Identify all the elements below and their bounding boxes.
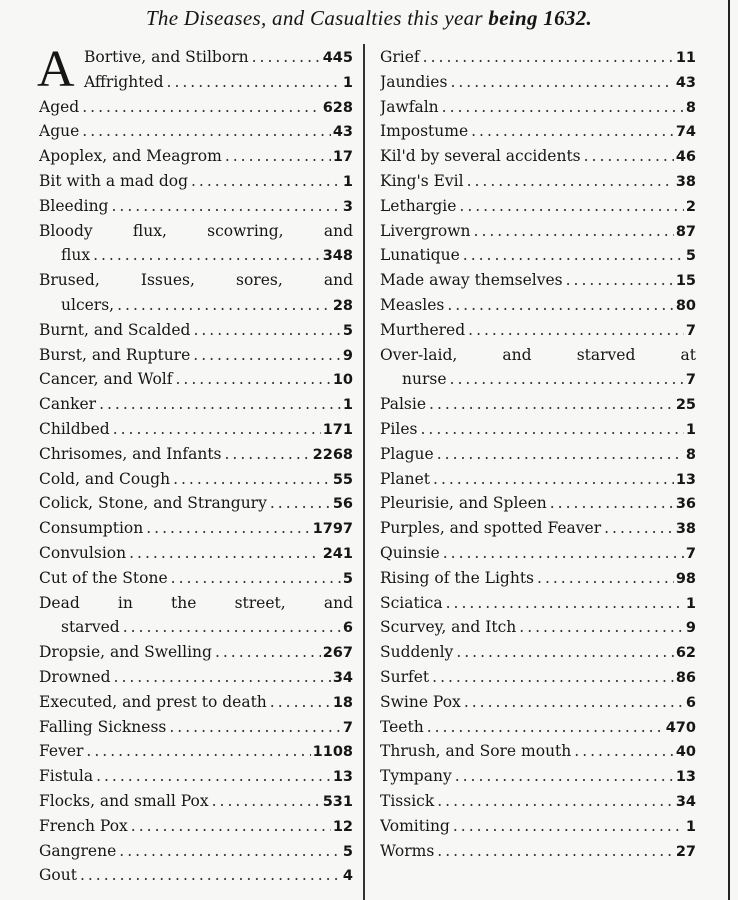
entry-name: Burst, and Rupture [39, 345, 191, 364]
leader-dots [516, 615, 684, 640]
leader-dots [114, 293, 331, 318]
entry-name: Suddenly [380, 643, 454, 662]
leader-dots [461, 690, 684, 715]
entry-name: Convulsion [39, 543, 127, 562]
entry-name: Made away themselves [380, 271, 563, 290]
table-row [380, 541, 696, 566]
entry-name: starved [61, 618, 120, 637]
entry-first-line: Dead in the street, and [39, 593, 353, 612]
leader-dots [434, 442, 684, 467]
entry-count: 8 [685, 99, 696, 116]
table-row [39, 739, 353, 764]
entry-name: Executed, and prest to death [39, 692, 267, 711]
leader-dots [209, 789, 321, 814]
leader-dots [440, 541, 684, 566]
table-row [39, 119, 353, 144]
column-divider [363, 44, 365, 900]
table-row [380, 194, 696, 219]
entry-count: 38 [675, 173, 696, 190]
entry-name: Scurvey, and Itch [380, 618, 517, 637]
entry-name: Vomiting [380, 816, 450, 835]
table-row [39, 417, 353, 442]
entry-name: Consumption [39, 519, 144, 538]
entry-name: Piles [380, 419, 418, 438]
table-row [39, 293, 353, 318]
entry-count: 9 [685, 620, 696, 637]
entry-count: 531 [322, 793, 353, 810]
entry-count: 18 [332, 694, 353, 711]
entry-count: 267 [322, 645, 353, 662]
table-row [380, 715, 696, 740]
table-row [380, 690, 696, 715]
leader-dots [168, 566, 341, 591]
entry-name: Canker [39, 395, 97, 414]
table-row [380, 814, 696, 839]
entry-count: 2 [685, 198, 696, 215]
entry-count: 87 [675, 223, 696, 240]
table-row [39, 343, 353, 368]
entry-name: Aged [39, 97, 80, 116]
entry-name: Thrush, and Sore mouth [380, 742, 572, 761]
entry-name: Apoplex, and Meagrom [39, 147, 222, 166]
leader-dots [464, 169, 674, 194]
leader-dots [111, 665, 331, 690]
entry-name: Bit with a mad dog [39, 171, 188, 190]
leader-dots [563, 268, 674, 293]
leader-dots [93, 764, 331, 789]
entry-count: 1 [342, 173, 353, 190]
leader-dots [534, 566, 674, 591]
entry-name: Surfet [380, 667, 430, 686]
table-row [39, 392, 353, 417]
leader-dots [143, 516, 310, 541]
leader-dots [471, 219, 674, 244]
leader-dots [249, 45, 321, 70]
entry-name: Jaundies [380, 72, 448, 91]
table-row [380, 789, 696, 814]
entry-count: 171 [322, 421, 353, 438]
entry-count: 4 [342, 868, 353, 885]
entry-count: 15 [675, 273, 696, 290]
table-row [39, 367, 353, 392]
table-row [380, 219, 696, 244]
entry-name: Plague [380, 444, 434, 463]
leader-dots [190, 343, 341, 368]
leader-dots [417, 417, 683, 442]
leader-dots [456, 194, 684, 219]
table-row [380, 566, 696, 591]
table-row [380, 243, 696, 268]
leader-dots [83, 739, 310, 764]
entry-name: Dropsie, and Swelling [39, 643, 212, 662]
leader-dots [222, 442, 311, 467]
entry-name: Quinsie [380, 543, 440, 562]
leader-dots [434, 789, 674, 814]
page-edge-rule [728, 0, 730, 900]
entry-count: 56 [332, 496, 353, 513]
entry-count: 36 [675, 496, 696, 513]
leader-dots [468, 119, 674, 144]
entry-count: 55 [332, 471, 353, 488]
leader-dots [444, 293, 673, 318]
table-row [380, 764, 696, 789]
leader-dots [571, 739, 674, 764]
entry-name: Lethargie [380, 196, 457, 215]
entry-count: 5 [685, 248, 696, 265]
table-row [380, 70, 696, 95]
entry-count: 7 [685, 545, 696, 562]
leader-dots [188, 169, 341, 194]
right-entry-list [380, 45, 696, 863]
leader-dots [434, 839, 674, 864]
entry-name: Affrighted [84, 72, 164, 91]
entry-name: Burnt, and Scalded [39, 320, 191, 339]
table-row [380, 119, 696, 144]
entry-count: 7 [685, 372, 696, 389]
entry-count: 28 [332, 297, 353, 314]
entry-name: Tissick [380, 791, 435, 810]
table-row [380, 739, 696, 764]
entry-name: Flocks, and small Pox [39, 791, 209, 810]
entry-count: 1 [685, 421, 696, 438]
entry-name: Measles [380, 295, 445, 314]
entry-count: 1 [685, 595, 696, 612]
leader-dots [77, 863, 341, 888]
leader-dots [581, 144, 674, 169]
entry-name: Cancer, and Wolf [39, 370, 173, 389]
table-row [39, 194, 353, 219]
entry-count: 46 [675, 149, 696, 166]
table-row [39, 541, 353, 566]
entry-count: 1797 [312, 521, 353, 538]
entry-count: 628 [322, 99, 353, 116]
table-row [380, 367, 696, 392]
leader-dots [96, 392, 341, 417]
entry-first-line: Brused, Issues, sores, and [39, 271, 353, 290]
leader-dots [222, 144, 331, 169]
drop-cap: A [37, 41, 75, 98]
entry-name: Tympany [380, 767, 452, 786]
entry-count: 80 [675, 297, 696, 314]
entry-count: 1 [342, 74, 353, 91]
entry-name: Cold, and Cough [39, 469, 171, 488]
table-row [39, 318, 353, 343]
leader-dots [170, 467, 331, 492]
leader-dots [601, 516, 674, 541]
table-row [380, 45, 696, 70]
entry-name: Gangrene [39, 841, 117, 860]
table-row [380, 516, 696, 541]
entry-count: 7 [685, 322, 696, 339]
entry-count: 27 [675, 843, 696, 860]
entry-count: 2268 [312, 446, 353, 463]
leader-dots [190, 318, 340, 343]
entry-count: 98 [675, 570, 696, 587]
leader-dots [267, 491, 331, 516]
entry-name: Sciatica [380, 593, 443, 612]
entry-count: 38 [675, 521, 696, 538]
entry-count: 34 [675, 793, 696, 810]
entry-first-line: Over-laid, and starved at [380, 345, 696, 364]
entry-count: 25 [675, 397, 696, 414]
table-row [380, 591, 696, 616]
entry-name: Pleurisie, and Spleen [380, 494, 547, 513]
leader-dots [420, 45, 674, 70]
entry-name: Impostume [380, 122, 469, 141]
entry-name: Bleeding [39, 196, 109, 215]
leader-dots [79, 95, 321, 120]
table-row [39, 789, 353, 814]
leader-dots [443, 591, 684, 616]
leader-dots [426, 392, 674, 417]
table-row [380, 839, 696, 864]
entry-name: Purples, and spotted Feaver [380, 519, 602, 538]
entry-name: Childbed [39, 419, 110, 438]
title-year: being 1632. [488, 6, 593, 30]
leader-dots [110, 417, 321, 442]
entry-name: Jawfaln [380, 97, 439, 116]
entry-name: Palsie [380, 395, 427, 414]
leader-dots [429, 665, 674, 690]
table-row [39, 70, 353, 95]
entry-name: Planet [380, 469, 431, 488]
entry-count: 13 [675, 471, 696, 488]
leader-dots [166, 715, 341, 740]
entry-name: Colick, Stone, and Strangury [39, 494, 267, 513]
entry-count: 241 [322, 545, 353, 562]
leader-dots [465, 318, 684, 343]
table-row [39, 839, 353, 864]
title-text: The Diseases, and Casualties this year [145, 6, 489, 30]
entry-name: King's Evil [380, 171, 464, 190]
table-row [39, 45, 353, 70]
entry-count: 6 [342, 620, 353, 637]
leader-dots [79, 119, 331, 144]
entry-name: Cut of the Stone [39, 568, 168, 587]
entry-count: 5 [342, 843, 353, 860]
entry-count: 86 [675, 669, 696, 686]
entry-count: 470 [665, 719, 696, 736]
entry-name: Ague [39, 122, 80, 141]
table-row [380, 318, 696, 343]
leader-dots [90, 243, 321, 268]
entry-count: 1108 [312, 744, 353, 761]
leader-dots [460, 243, 684, 268]
leader-dots [172, 367, 330, 392]
left-entry-list [37, 41, 353, 888]
table-row [380, 615, 696, 640]
table-row [380, 95, 696, 120]
entry-first-line: Bloody flux, scowring, and [39, 221, 353, 240]
entry-name: Murthered [380, 320, 466, 339]
table-row [380, 467, 696, 492]
entry-name: French Pox [39, 816, 128, 835]
entry-name: Fever [39, 742, 84, 761]
table-row [380, 293, 696, 318]
entry-count: 74 [675, 124, 696, 141]
entry-count: 17 [332, 149, 353, 166]
table-row [39, 665, 353, 690]
table-row [380, 640, 696, 665]
table-row [39, 640, 353, 665]
entry-count: 348 [322, 248, 353, 265]
entry-name: Lunatique [380, 246, 460, 265]
entry-name: ulcers, [61, 295, 115, 314]
table-row [39, 467, 353, 492]
table-row [380, 144, 696, 169]
entry-count: 1 [685, 818, 696, 835]
entry-count: 13 [332, 769, 353, 786]
table-row [39, 144, 353, 169]
table-row [39, 615, 353, 640]
entry-count: 43 [675, 74, 696, 91]
entry-count: 34 [332, 669, 353, 686]
leader-dots [447, 70, 673, 95]
entry-count: 62 [675, 645, 696, 662]
right-column [380, 45, 696, 900]
table-row [39, 690, 353, 715]
leader-dots [116, 839, 341, 864]
entry-count: 8 [685, 446, 696, 463]
entry-count: 11 [675, 50, 696, 66]
entry-count: 12 [332, 818, 353, 835]
table-row [380, 491, 696, 516]
table-row [39, 715, 353, 740]
table-row [380, 392, 696, 417]
entry-count: 6 [685, 694, 696, 711]
entry-name: nurse [402, 370, 447, 389]
entry-name: Falling Sickness [39, 717, 167, 736]
table-row [39, 764, 353, 789]
table-row [39, 516, 353, 541]
leader-dots [424, 715, 664, 740]
entry-count: 5 [342, 322, 353, 339]
entry-name: Gout [39, 866, 77, 885]
entry-count: 9 [342, 347, 353, 364]
table-row [380, 268, 696, 293]
entry-count: 3 [342, 198, 353, 215]
table-row [39, 169, 353, 194]
leader-dots [450, 814, 684, 839]
leader-dots [108, 194, 340, 219]
entry-name: Teeth [380, 717, 424, 736]
entry-name: Grief [380, 48, 420, 66]
table-row [39, 491, 353, 516]
entry-name: Swine Pox [380, 692, 461, 711]
entry-name: Kil'd by several accidents [380, 147, 581, 166]
entry-name: Bortive, and Stilborn [84, 48, 249, 66]
entry-name: Worms [380, 841, 435, 860]
left-column [37, 41, 353, 900]
table-row [380, 417, 696, 442]
leader-dots [439, 95, 684, 120]
entry-name: Livergrown [380, 221, 471, 240]
entry-count: 13 [675, 769, 696, 786]
entry-count: 10 [332, 372, 353, 389]
entry-count: 43 [332, 124, 353, 141]
leader-dots [126, 541, 321, 566]
leader-dots [447, 367, 684, 392]
table-row [380, 169, 696, 194]
entry-count: 40 [675, 744, 696, 761]
table-row [380, 665, 696, 690]
entry-count: 445 [322, 50, 353, 66]
entry-count: 1 [342, 397, 353, 414]
leader-dots [120, 615, 341, 640]
entry-name: Drowned [39, 667, 111, 686]
entry-count: 5 [342, 570, 353, 587]
table-row [39, 863, 353, 888]
entry-count: 7 [342, 719, 353, 736]
page-title [0, 6, 738, 30]
leader-dots [452, 764, 674, 789]
table-row [39, 442, 353, 467]
table-row [380, 442, 696, 467]
table-row [39, 95, 353, 120]
table-row [39, 243, 353, 268]
leader-dots [430, 467, 674, 492]
table-row [39, 814, 353, 839]
entry-name: Rising of the Lights [380, 568, 535, 587]
entry-name: flux [61, 246, 91, 265]
table-row [39, 566, 353, 591]
leader-dots [128, 814, 331, 839]
leader-dots [164, 70, 341, 95]
leader-dots [267, 690, 331, 715]
leader-dots [453, 640, 673, 665]
leader-dots [547, 491, 674, 516]
entry-name: Fistula [39, 767, 94, 786]
leader-dots [212, 640, 321, 665]
entry-name: Chrisomes, and Infants [39, 444, 222, 463]
